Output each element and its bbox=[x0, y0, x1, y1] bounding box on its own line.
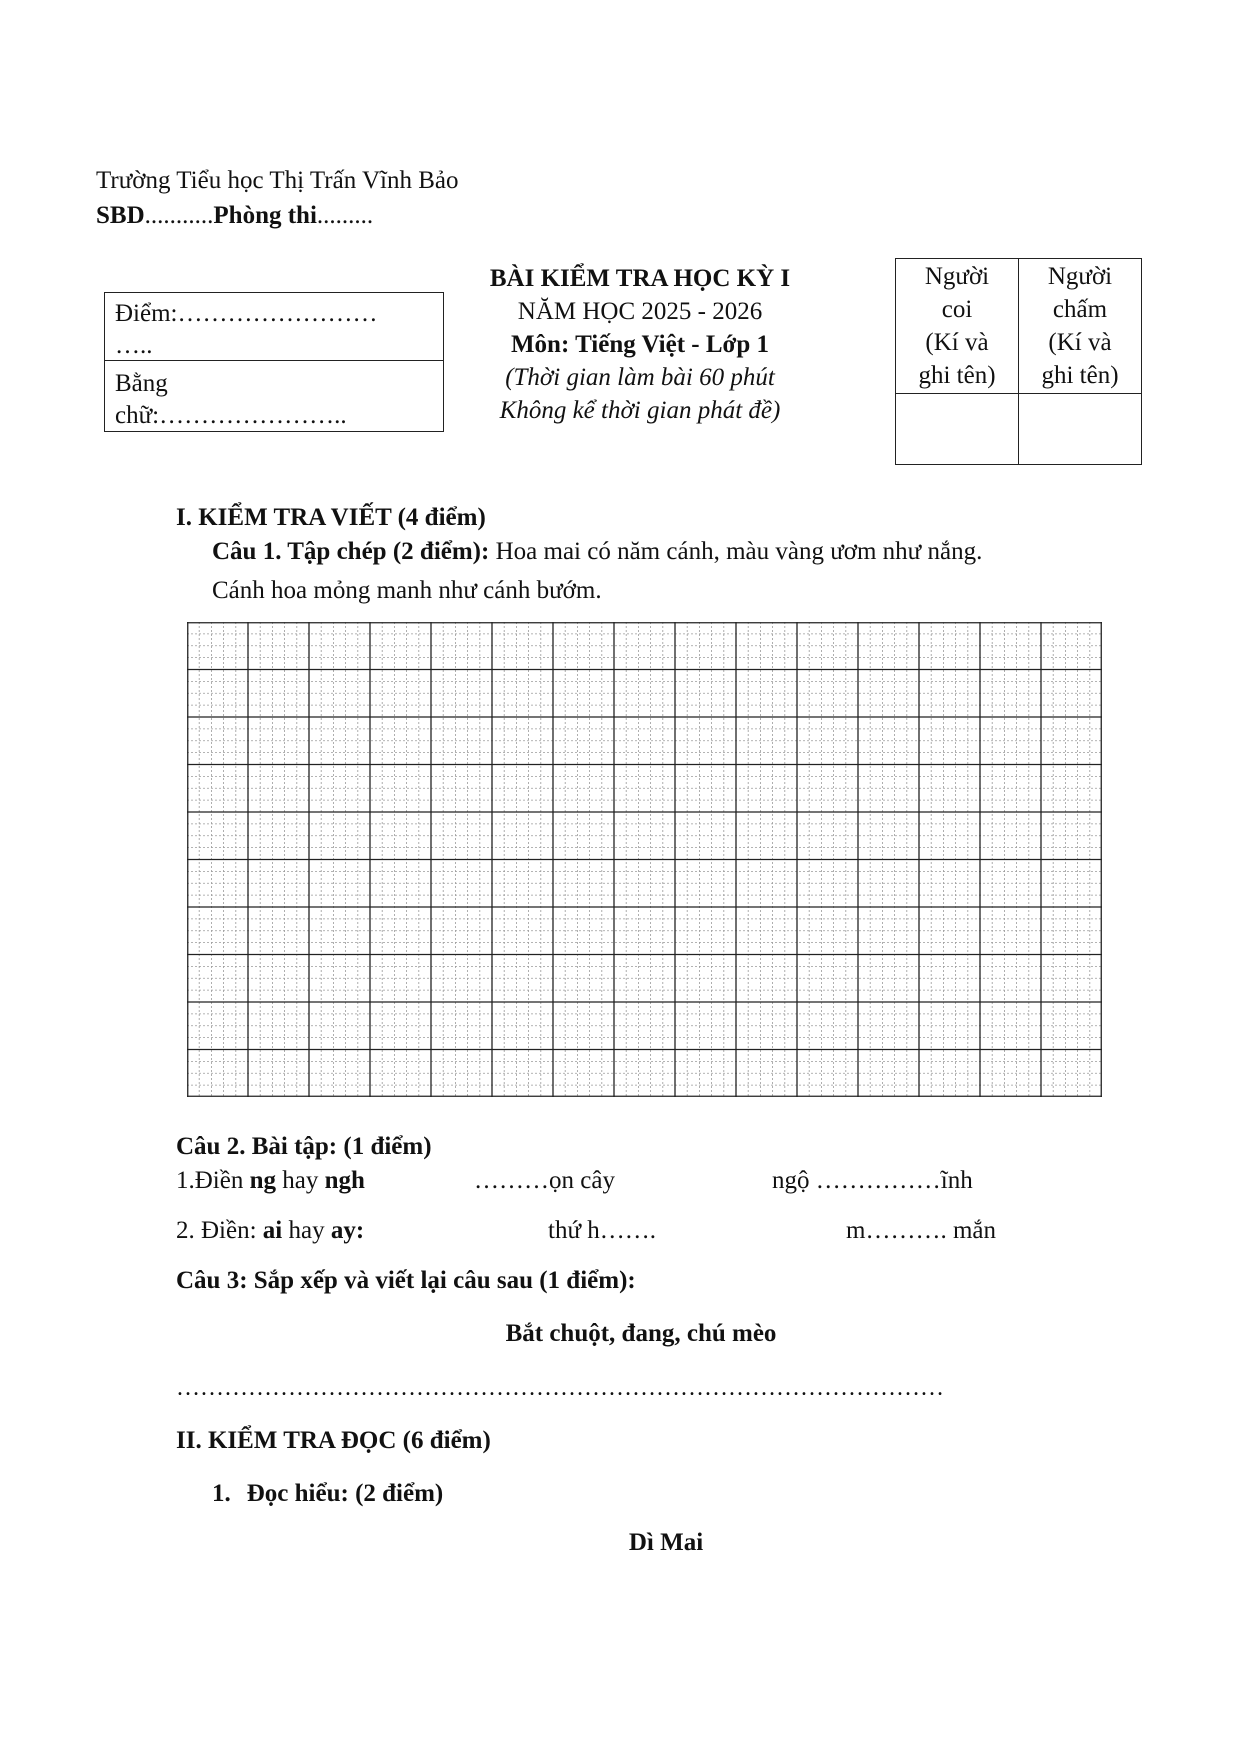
q2-1-instruction: 1.Điền ng hay ngh bbox=[176, 1167, 365, 1194]
school-year: NĂM HỌC 2025 - 2026 bbox=[517, 298, 763, 325]
q2-2-blank-1[interactable]: thứ h……. bbox=[548, 1217, 656, 1244]
grader-header: Người chấm (Kí và ghi tên) bbox=[1019, 259, 1142, 394]
score-row bbox=[105, 293, 443, 361]
grader-signature-cell[interactable] bbox=[1019, 394, 1142, 465]
room-blank[interactable]: ......... bbox=[316, 202, 374, 229]
q2-1-blank-1[interactable]: ………ọn cây bbox=[474, 1167, 615, 1194]
part2-heading: II. KIỂM TRA ĐỌC (6 điểm) bbox=[176, 1427, 491, 1454]
proctor-signature-cell[interactable] bbox=[896, 394, 1019, 465]
q2-2-instruction: 2. Điền: ai hay ay: bbox=[176, 1217, 365, 1244]
story-title: Dì Mai bbox=[628, 1529, 704, 1556]
time-note-2: Không kể thời gian phát đề) bbox=[499, 397, 781, 424]
subject: Môn: Tiếng Việt - Lớp 1 bbox=[510, 331, 770, 358]
room-label: Phòng thi bbox=[213, 202, 317, 229]
q1-label: Câu 1. Tập chép (2 điểm): bbox=[212, 538, 490, 565]
q3-words: Bắt chuột, đang, chú mèo bbox=[505, 1320, 777, 1347]
score-box bbox=[104, 292, 444, 432]
q2-2-blank-2[interactable]: m………. mắn bbox=[846, 1217, 996, 1244]
school-name: Trường Tiểu học Thị Trấn Vĩnh Bảo bbox=[96, 167, 459, 194]
exam-title-block bbox=[450, 262, 830, 427]
q1-line bbox=[212, 539, 982, 564]
score-words-label: Bằng bbox=[115, 370, 168, 397]
q3-heading: Câu 3: Sắp xếp và viết lại câu sau (1 điểm): bbox=[176, 1267, 636, 1294]
q2-1-blank-2[interactable]: ngộ ……………ĩnh bbox=[772, 1167, 973, 1194]
signature-table bbox=[895, 258, 1142, 465]
reading-sub-heading: 1. Đọc hiểu: (2 điểm) bbox=[212, 1480, 444, 1507]
q3-answer-line[interactable]: …………………………………………………………………………………… bbox=[176, 1375, 944, 1401]
score-field-cont: ….. bbox=[115, 332, 153, 359]
time-note-1: (Thời gian làm bài 60 phút bbox=[505, 364, 775, 391]
part1-heading: I. KIỂM TRA VIẾT (4 điểm) bbox=[176, 504, 486, 531]
sbd-label: SBD bbox=[96, 202, 145, 229]
q1-text-2: Cánh hoa mỏng manh như cánh bướm. bbox=[212, 577, 602, 604]
sbd-blank[interactable]: ........... bbox=[144, 202, 214, 229]
score-words-field[interactable]: chữ:………………….. bbox=[115, 402, 347, 429]
writing-grid[interactable] bbox=[187, 622, 1102, 1097]
sbd-room-line bbox=[96, 203, 373, 228]
proctor-header: Người coi (Kí và ghi tên) bbox=[896, 259, 1019, 394]
exam-title: BÀI KIỂM TRA HỌC KỲ I bbox=[489, 265, 791, 292]
score-field[interactable]: Điểm:…………………… bbox=[115, 300, 378, 327]
writing-grid-svg bbox=[187, 622, 1102, 1097]
q1-text: Hoa mai có năm cánh, màu vàng ươm như nắng. bbox=[489, 538, 983, 565]
q2-heading: Câu 2. Bài tập: (1 điểm) bbox=[176, 1133, 432, 1160]
